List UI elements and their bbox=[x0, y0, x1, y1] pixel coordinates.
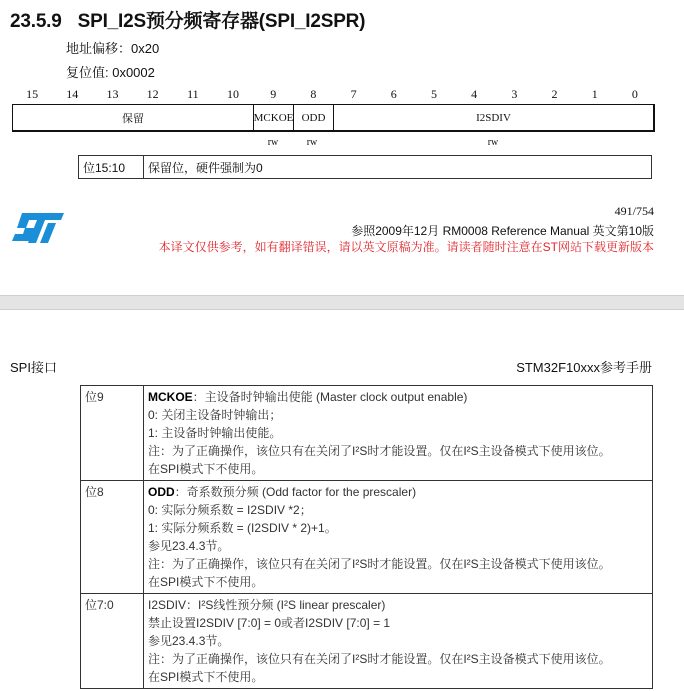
page-header-left: SPI接口 bbox=[10, 360, 57, 375]
bit-number: 1 bbox=[591, 87, 598, 101]
access-odd: rw bbox=[306, 137, 318, 148]
field-title bbox=[148, 596, 648, 614]
description-line: 注：为了正确操作，该位只有在关闭了I²S时才能设置。仅在I²S主设备模式下使用该位。 bbox=[148, 652, 611, 666]
register-diagram bbox=[12, 104, 655, 132]
bit-number: 7 bbox=[350, 87, 357, 101]
table-row bbox=[81, 481, 653, 594]
description-line: 0: 实际分频系数 = I2SDIV *2； bbox=[148, 503, 312, 517]
section-title: SPI_I2S预分频寄存器(SPI_I2SPR) bbox=[77, 11, 366, 32]
field-summary: ：奇系数预分频 (Odd factor for the prescaler) bbox=[174, 485, 417, 499]
bit-description bbox=[144, 481, 653, 594]
field-name: MCKOE bbox=[148, 390, 193, 404]
description-line: 参见23.4.3节。 bbox=[148, 634, 230, 648]
reset-value: 复位值: 0x0002 bbox=[66, 65, 155, 80]
bit-label: 位9 bbox=[81, 386, 144, 481]
bit-number: 4 bbox=[471, 87, 478, 101]
description-line: 参见23.4.3节。 bbox=[148, 539, 230, 553]
description-line: 1: 实际分频系数 = (I2SDIV * 2)+1。 bbox=[148, 521, 337, 535]
st-logo bbox=[12, 213, 64, 248]
bit-number: 10 bbox=[227, 87, 240, 101]
description-line: 0: 关闭主设备时钟输出； bbox=[148, 408, 282, 422]
field-title bbox=[148, 483, 648, 501]
description-line: 注：为了正确操作，该位只有在关闭了I²S时才能设置。仅在I²S主设备模式下使用该位。 bbox=[148, 444, 611, 458]
page-separator bbox=[0, 295, 684, 310]
bit-number: 8 bbox=[310, 87, 317, 101]
description-line: 注：为了正确操作，该位只有在关闭了I²S时才能设置。仅在I²S主设备模式下使用该位。 bbox=[148, 557, 611, 571]
field-mckoe: MCKOE bbox=[254, 105, 294, 130]
description-line: 禁止设置I2SDIV [7:0] = 0或者I2SDIV [7:0] = 1 bbox=[148, 616, 391, 630]
address-offset: 地址偏移：0x20 bbox=[66, 41, 160, 56]
bit-number: 14 bbox=[66, 87, 79, 101]
bit-number: 12 bbox=[146, 87, 159, 101]
reserved-bits-desc: 保留位，硬件强制为0 bbox=[148, 161, 263, 175]
bit-label: 位7:0 bbox=[81, 594, 144, 689]
bit-number: 15 bbox=[26, 87, 39, 101]
table-row bbox=[81, 386, 653, 481]
bit-numbers bbox=[12, 87, 655, 102]
bit-number: 2 bbox=[551, 87, 558, 101]
reserved-bits-row bbox=[78, 155, 652, 179]
page-number: 491/754 bbox=[614, 204, 654, 218]
page-header-right: STM32F10xxx参考手册 bbox=[516, 360, 652, 375]
field-odd: ODD bbox=[294, 105, 334, 130]
description-line: 在SPI模式下不使用。 bbox=[148, 670, 264, 684]
bit-number: 11 bbox=[187, 87, 199, 101]
bit-number: 9 bbox=[270, 87, 277, 101]
reserved-bits-label: 位15:10 bbox=[79, 156, 144, 178]
bit-number: 13 bbox=[106, 87, 119, 101]
field-reserved: 保留 bbox=[13, 105, 254, 130]
bit-description bbox=[144, 594, 653, 689]
bit-number: 6 bbox=[390, 87, 397, 101]
description-line: 1: 主设备时钟输出使能。 bbox=[148, 426, 282, 440]
section-heading bbox=[10, 6, 365, 33]
description-line: 在SPI模式下不使用。 bbox=[148, 575, 264, 589]
field-title bbox=[148, 388, 648, 406]
bit-number: 3 bbox=[511, 87, 518, 101]
bit-description-table bbox=[80, 385, 653, 689]
field-name: ODD bbox=[148, 485, 175, 499]
section-number: 23.5.9 bbox=[10, 11, 62, 32]
description-line: 在SPI模式下不使用。 bbox=[148, 462, 264, 476]
access-mckoe: rw bbox=[267, 137, 279, 148]
translation-disclaimer: 本译文仅供参考，如有翻译错误，请以英文原稿为准。请读者随时注意在ST网站下载更新版本 bbox=[158, 240, 654, 254]
field-summary: ：主设备时钟输出使能 (Master clock output enable) bbox=[192, 390, 468, 404]
bit-number: 5 bbox=[430, 87, 437, 101]
reference-note: 参照2009年12月 RM0008 Reference Manual 英文第10版 bbox=[351, 224, 654, 238]
field-i2sdiv: I2SDIV bbox=[476, 111, 511, 124]
field-summary: I2SDIV：I²S线性预分频 (I²S linear prescaler) bbox=[148, 598, 386, 612]
bit-description bbox=[144, 386, 653, 481]
table-row bbox=[81, 594, 653, 689]
bit-label: 位8 bbox=[81, 481, 144, 594]
bit-number: 0 bbox=[631, 87, 638, 101]
access-i2sdiv: rw bbox=[487, 137, 499, 148]
